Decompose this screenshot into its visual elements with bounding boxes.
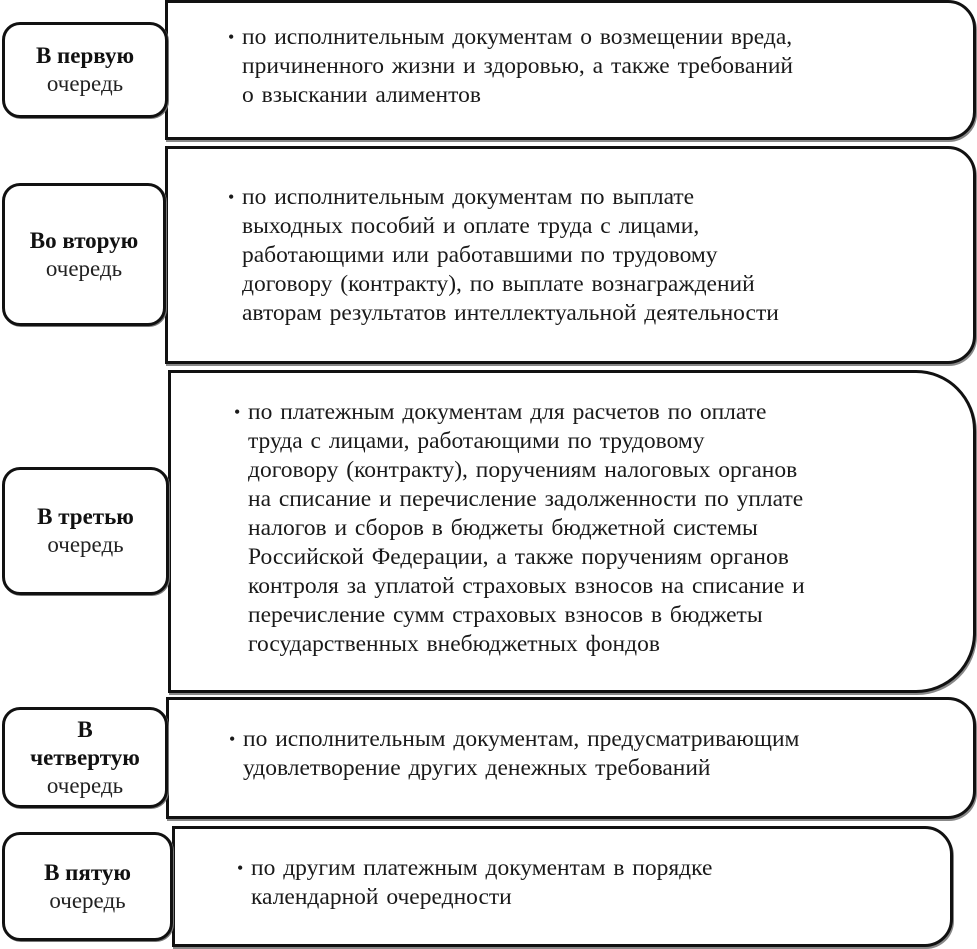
priority-2-description (168, 183, 779, 328)
priority-3-text: по платежным документам для расчетов по оплате труда с лицами, работающими по трудовому договору (контракту), поручениям налоговых органов на списание и перечисление задолженности по уплате налогов и сборов в бюджеты бюджетной системы Российской Федерации, а также поручениям органов контроля за уплатой страховых взносов на списание и перечисление сумм страховых взносов в бюджеты государственных внебюджетных фондов (248, 399, 805, 657)
priority-3-description (171, 398, 805, 659)
bullet-icon: • (228, 186, 235, 207)
priority-3-label: В третью (37, 504, 134, 529)
bullet-icon: • (229, 729, 236, 749)
priority-4-description (169, 725, 799, 783)
priority-5-label: В пятую (44, 859, 131, 885)
priority-5-text: по другим платежным документам в порядке календарной очередности (251, 854, 713, 910)
priority-1-label: В первую (35, 43, 135, 68)
priority-3-label-box (2, 467, 169, 595)
priority-1-sublabel: очередь (46, 71, 124, 96)
priority-2-sublabel: очередь (45, 255, 123, 281)
priority-5-description-box (172, 826, 953, 947)
priority-1-text: по исполнительным документам о возмещении вреда, причиненного жизни и здоровью, а также требований о взыскании алиментов (242, 23, 793, 108)
priority-4-label-box (2, 707, 168, 808)
priority-2-text: по исполнительным документам по выплате выходных пособий и оплате труда с лицами, работающими или работавшими по трудовому договору (контракту), по выплате вознаграждений авторам результатов интеллектуальной деятельности (242, 183, 779, 326)
priority-4-text: по исполнительным документам, предусматривающим удовлетворение других денежных требований (243, 726, 800, 781)
bullet-icon: • (234, 402, 241, 422)
priority-1-description-box (165, 0, 976, 140)
priority-5-label-box (2, 832, 173, 941)
bullet-icon: • (228, 26, 235, 47)
priority-5-description (175, 854, 712, 912)
priority-3-description-box (168, 370, 976, 693)
priority-1-label-box (2, 22, 168, 118)
priority-4-description-box (166, 697, 976, 819)
priority-5-sublabel: очередь (49, 887, 126, 913)
bullet-icon: • (237, 857, 244, 878)
priority-3-sublabel: очередь (47, 532, 124, 557)
priority-4-sublabel: очередь (46, 772, 124, 798)
priority-2-label-box (2, 183, 166, 326)
priority-4-label: В четвертую (30, 716, 140, 770)
priority-2-label: Во вторую (29, 227, 139, 253)
priority-1-description (168, 23, 793, 110)
priority-2-description-box (165, 146, 976, 364)
